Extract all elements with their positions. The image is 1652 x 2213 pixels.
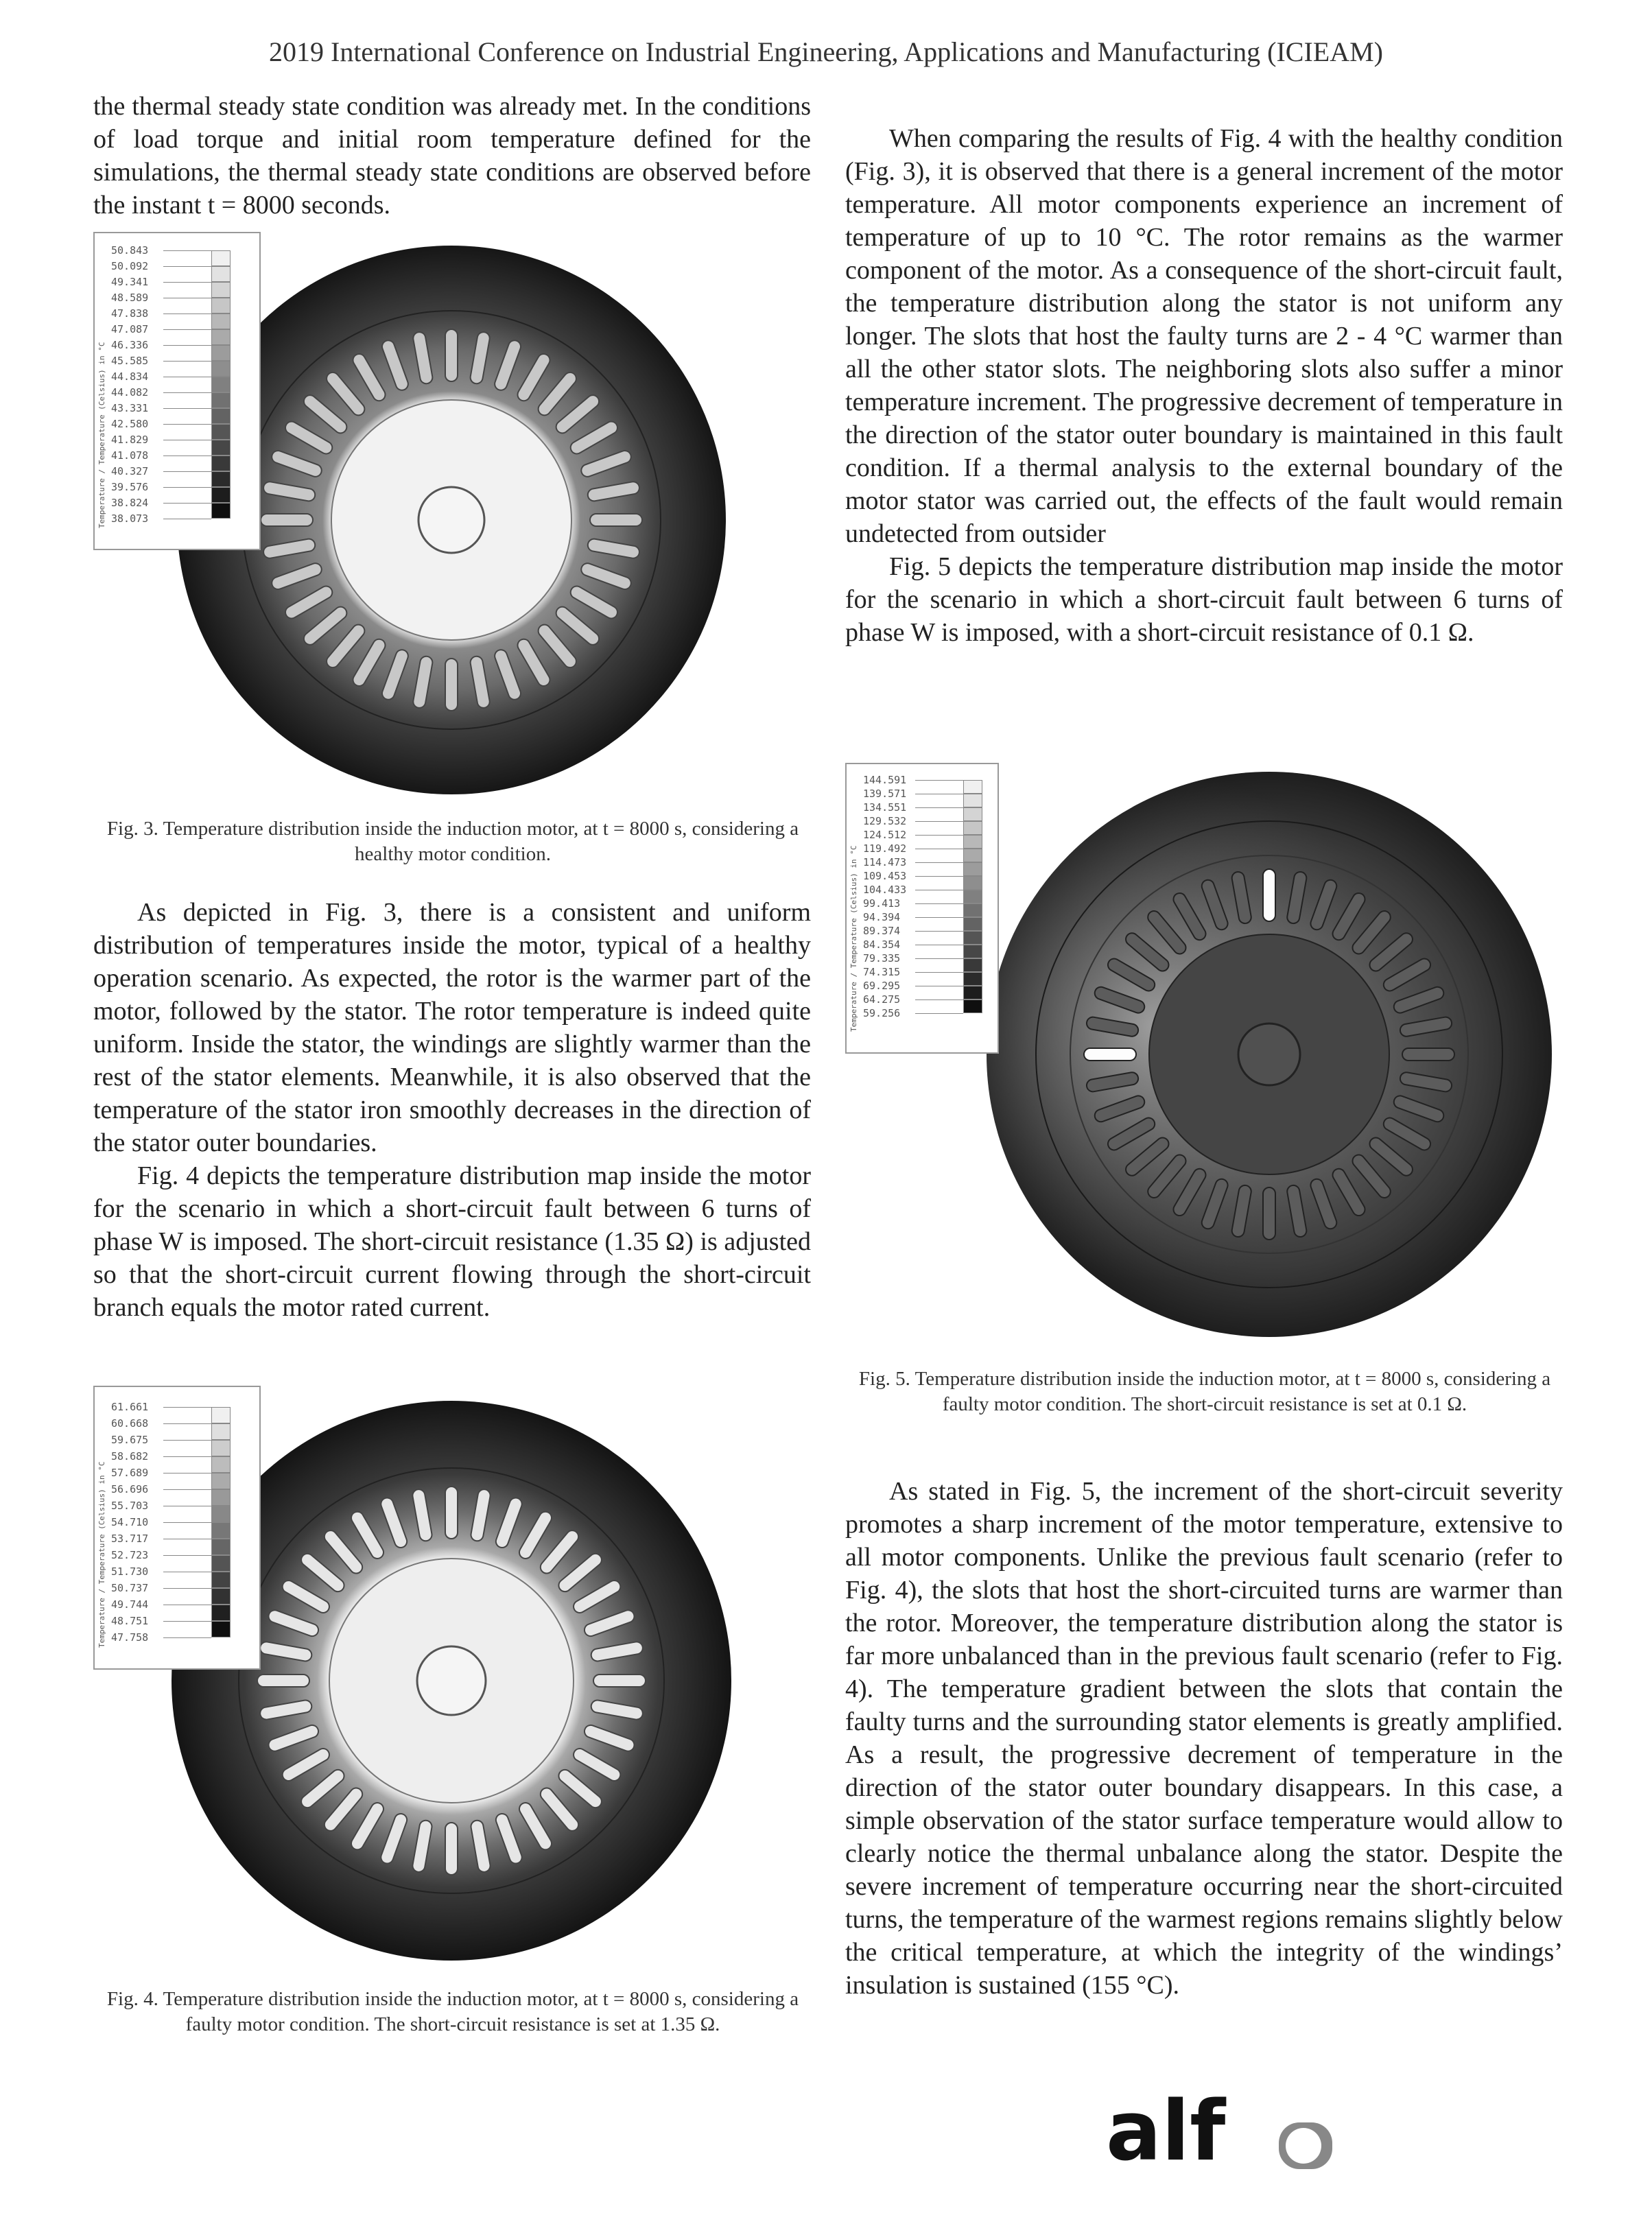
legend-value: 64.275 xyxy=(863,993,901,1006)
legend-title: Temperature / Temperature (Celsius) in °C xyxy=(849,845,858,1032)
paragraph: As depicted in Fig. 3, there is a consistent and uniform distribution of temperatures inside the motor, typical of a healthy operation scenario. As expected, the rotor is the warmer part of the motor, followed by the stator. The rotor temperature is indeed quite uniform. Inside the stator, the windings are slightly warmer than the rest of the stator elements. Meanwhile, it is also observed that the temperature of the stator iron smoothly decreases in the direction of the stator outer boundaries. xyxy=(93,898,811,1157)
legend-swatch xyxy=(211,1440,231,1456)
legend-tick xyxy=(163,1407,211,1408)
legend-value: 99.413 xyxy=(863,897,901,910)
fig4-legend xyxy=(93,1386,261,1670)
legend-swatch xyxy=(963,903,982,917)
legend-tick xyxy=(163,392,211,393)
legend-swatch xyxy=(963,807,982,821)
legend-swatch xyxy=(963,876,982,890)
legend-swatch xyxy=(211,313,231,329)
legend-value: 45.585 xyxy=(111,355,149,367)
legend-title: Temperature / Temperature (Celsius) in °C xyxy=(97,1461,106,1648)
legend-value: 47.758 xyxy=(111,1631,149,1644)
legend-value: 60.668 xyxy=(111,1417,149,1430)
alfa-logo-image xyxy=(1106,2091,1339,2173)
legend-value: 114.473 xyxy=(863,856,907,868)
legend-value: 57.689 xyxy=(111,1467,149,1479)
legend-value: 40.327 xyxy=(111,465,149,477)
legend-value: 144.591 xyxy=(863,774,907,786)
legend-tick xyxy=(163,471,211,472)
alfa-logo xyxy=(1106,2091,1339,2173)
legend-swatch xyxy=(963,999,982,1013)
legend-swatch xyxy=(963,972,982,986)
legend-value: 41.078 xyxy=(111,449,149,462)
legend-swatch xyxy=(211,1572,231,1588)
stator-slot xyxy=(445,659,458,711)
legend-swatch xyxy=(211,1588,231,1605)
left-col-para-fig3 xyxy=(93,896,811,1324)
legend-swatch xyxy=(211,345,231,361)
stator-slot xyxy=(1263,869,1275,921)
fig5-caption: Fig. 5. Temperature distribution inside the induction motor, at t = 8000 s, considering a faulty motor condition. The short-circuit resistance is set at 0.1 Ω. xyxy=(858,1368,1551,1415)
legend-swatch xyxy=(211,408,231,424)
legend-value: 47.087 xyxy=(111,323,149,335)
stator-slot xyxy=(257,1674,309,1687)
legend-swatch xyxy=(211,377,231,392)
legend-tick xyxy=(163,361,211,362)
legend-swatch xyxy=(211,1621,231,1637)
legend-value: 53.717 xyxy=(111,1532,149,1545)
legend-value: 61.661 xyxy=(111,1401,149,1413)
legend-tick xyxy=(915,958,963,959)
legend-tick xyxy=(163,329,211,330)
stator-slot xyxy=(590,514,642,526)
legend-value: 58.682 xyxy=(111,1450,149,1463)
legend-swatch xyxy=(963,862,982,876)
legend-swatch xyxy=(211,1407,231,1423)
legend-tick xyxy=(915,917,963,918)
legend-swatch xyxy=(211,471,231,487)
legend-tick xyxy=(163,250,211,251)
legend-swatch xyxy=(963,945,982,958)
legend-tick xyxy=(915,972,963,973)
legend-swatch xyxy=(211,1506,231,1522)
stator-slot xyxy=(1084,1048,1136,1061)
legend-tick xyxy=(163,345,211,346)
legend-value: 54.710 xyxy=(111,1516,149,1528)
legend-tick xyxy=(915,780,963,781)
legend-value: 44.834 xyxy=(111,370,149,383)
stator-slot xyxy=(1263,1187,1275,1240)
legend-tick xyxy=(163,1621,211,1622)
legend-swatch xyxy=(211,250,231,266)
paragraph: As stated in Fig. 5, the increment of the short-circuit severity promotes a sharp increment of the motor temperature, extensive to all motor components. Unlike the previous fault scenario (refer to Fig. 4), the slots that host the short-circuited turns are warmer than the rotor. Moreover, the temperature distribution along the stator is far more unbalanced than in the previous fault scenario (refer to Fig. 4). The temperature gradient between the slots that contain the faulty turns and the surrounding stator elements is greatly amplified. As a result, the progressive decrement of temperature in the direction of the stator outer boundary disappears. In this case, a simple observation of the stator surface temperature would allow to clearly notice the thermal unbalance along the stator. Despite the severe increment of temperature occurring near the short-circuited turns, the temperature of the warmest regions remains slightly below the critical temperature, at which the integrity of the windings’ insulation is sustained (155 °C). xyxy=(845,1477,1563,2000)
legend-swatch xyxy=(211,455,231,471)
legend-swatch xyxy=(211,298,231,313)
stator-slot xyxy=(1402,1048,1454,1061)
right-col-upper xyxy=(845,122,1563,649)
legend-value: 50.092 xyxy=(111,260,149,272)
legend-value: 47.838 xyxy=(111,307,149,320)
legend-value: 129.532 xyxy=(863,815,907,827)
legend-title: Temperature / Temperature (Celsius) in °C xyxy=(97,342,106,528)
legend-tick xyxy=(163,1522,211,1523)
paragraph: Fig. 4 depicts the temperature distribution map inside the motor for the scenario in which a short-circuit fault between 6 turns of phase W is imposed. The short-circuit resistance (1.35 Ω) is adjusted so that the short-circuit current flowing through the short-circuit branch equals the motor rated current. xyxy=(93,1161,811,1322)
legend-value: 41.829 xyxy=(111,434,149,446)
stator-slot xyxy=(445,329,458,381)
legend-tick xyxy=(163,503,211,504)
legend-value: 38.824 xyxy=(111,497,149,509)
stator-slot xyxy=(261,514,313,526)
legend-tick xyxy=(163,1588,211,1589)
legend-swatch xyxy=(211,503,231,519)
legend-swatch xyxy=(963,958,982,972)
fig4-caption: Fig. 4. Temperature distribution inside the induction motor, at t = 8000 s, considering a faulty motor condition. The short-circuit resistance is set at 1.35 Ω. xyxy=(106,1988,799,2035)
legend-value: 139.571 xyxy=(863,788,907,800)
legend-tick xyxy=(163,282,211,283)
legend-swatch xyxy=(211,424,231,440)
legend-tick xyxy=(915,835,963,836)
legend-value: 84.354 xyxy=(863,938,901,951)
legend-tick xyxy=(915,931,963,932)
paragraph: Fig. 5 depicts the temperature distribution map inside the motor for the scenario in which a short-circuit fault between 6 turns of phase W is imposed, with a short-circuit resistance of 0.1 Ω. xyxy=(845,552,1563,647)
legend-tick xyxy=(163,1473,211,1474)
legend-tick xyxy=(915,821,963,822)
legend-swatch xyxy=(211,440,231,455)
legend-value: 59.675 xyxy=(111,1434,149,1446)
legend-swatch xyxy=(963,986,982,999)
legend-value: 55.703 xyxy=(111,1500,149,1512)
legend-value: 79.335 xyxy=(863,952,901,965)
right-col-lower xyxy=(845,1475,1563,2002)
legend-value: 94.394 xyxy=(863,911,901,923)
legend-swatch xyxy=(963,849,982,862)
legend-swatch xyxy=(211,1555,231,1572)
legend-value: 44.082 xyxy=(111,386,149,399)
stator-slot xyxy=(445,1823,458,1875)
legend-swatch xyxy=(211,266,231,282)
legend-swatch xyxy=(963,931,982,945)
legend-value: 43.331 xyxy=(111,402,149,414)
legend-tick xyxy=(163,424,211,425)
legend-tick xyxy=(915,876,963,877)
legend-swatch xyxy=(211,392,231,408)
legend-tick xyxy=(915,999,963,1000)
legend-tick xyxy=(163,1637,211,1638)
legend-value: 49.341 xyxy=(111,276,149,288)
legend-value: 69.295 xyxy=(863,980,901,992)
legend-value: 48.589 xyxy=(111,292,149,304)
legend-swatch xyxy=(963,794,982,807)
legend-value: 50.737 xyxy=(111,1582,149,1594)
legend-value: 89.374 xyxy=(863,925,901,937)
legend-value: 48.751 xyxy=(111,1615,149,1627)
legend-swatch xyxy=(963,835,982,849)
legend-tick xyxy=(915,807,963,808)
legend-value: 134.551 xyxy=(863,801,907,814)
legend-tick xyxy=(163,1423,211,1424)
legend-tick xyxy=(915,1013,963,1014)
stator-slot xyxy=(593,1674,646,1687)
fig3-caption: Fig. 3. Temperature distribution inside the induction motor, at t = 8000 s, considering a healthy motor condition. xyxy=(106,818,799,865)
figure-5 xyxy=(845,763,1563,1339)
legend-tick xyxy=(163,408,211,409)
conference-header: 2019 International Conference on Industrial Engineering, Applications and Manufacturing (ICIEAM) xyxy=(269,36,1383,67)
legend-swatch xyxy=(211,361,231,377)
legend-swatch xyxy=(211,1489,231,1506)
legend-value: 124.512 xyxy=(863,829,907,841)
legend-value: 42.580 xyxy=(111,418,149,430)
legend-value: 50.843 xyxy=(111,244,149,257)
fig5-legend xyxy=(845,763,999,1054)
legend-value: 74.315 xyxy=(863,966,901,978)
legend-value: 39.576 xyxy=(111,481,149,493)
paragraph: the thermal steady state condition was already met. In the conditions of load torque and initial room temperature defined for the simulations, the thermal steady state conditions are observed before the instant t = 8000 seconds. xyxy=(93,92,811,220)
legend-value: 38.073 xyxy=(111,512,149,525)
legend-tick xyxy=(163,1555,211,1556)
legend-swatch xyxy=(211,1423,231,1440)
legend-value: 109.453 xyxy=(863,870,907,882)
legend-swatch xyxy=(211,329,231,345)
legend-swatch xyxy=(211,1605,231,1621)
legend-swatch xyxy=(963,890,982,903)
legend-value: 46.336 xyxy=(111,339,149,351)
legend-tick xyxy=(163,1440,211,1441)
legend-tick xyxy=(163,1456,211,1457)
legend-swatch xyxy=(211,1473,231,1489)
figure-4 xyxy=(93,1386,811,1976)
legend-tick xyxy=(915,903,963,904)
paragraph: When comparing the results of Fig. 4 with the healthy condition (Fig. 3), it is observed that there is a general increment of the motor temperature. All motor components experience an increment of temperature of up to 10 °C. The rotor remains as the warmer component of the motor. As a consequence of the short-circuit fault, the temperature distribution along the stator is not uniform any longer. The slots that host the faulty turns are 2 - 4 °C warmer than all the other stator slots. The neighboring slots also suffer a minor temperature increment. The progressive decrement of temperature in the direction of the stator outer boundary is maintained in this fault condition. If a thermal analysis to the external boundary of the motor stator was carried out, the effects of the fault would remain undetected from outsider xyxy=(845,124,1563,548)
legend-swatch xyxy=(963,821,982,835)
figure-3 xyxy=(93,232,811,808)
legend-swatch xyxy=(211,1522,231,1539)
legend-swatch xyxy=(963,780,982,794)
legend-swatch xyxy=(963,917,982,931)
stator-slot xyxy=(445,1487,458,1539)
legend-value: 59.256 xyxy=(863,1007,901,1019)
legend-tick xyxy=(915,862,963,863)
legend-tick xyxy=(163,455,211,456)
legend-value: 51.730 xyxy=(111,1565,149,1578)
fig3-legend xyxy=(93,232,261,550)
legend-tick xyxy=(163,487,211,488)
legend-tick xyxy=(163,266,211,267)
legend-value: 49.744 xyxy=(111,1598,149,1611)
left-col-para-intro xyxy=(93,90,811,222)
legend-value: 56.696 xyxy=(111,1483,149,1495)
legend-swatch xyxy=(211,282,231,298)
legend-swatch xyxy=(211,1456,231,1473)
legend-tick xyxy=(163,1489,211,1490)
legend-tick xyxy=(163,313,211,314)
legend-value: 52.723 xyxy=(111,1549,149,1561)
legend-swatch xyxy=(211,487,231,503)
legend-value: 119.492 xyxy=(863,842,907,855)
svg-text:alf: alf xyxy=(1106,2091,1226,2173)
legend-value: 104.433 xyxy=(863,884,907,896)
legend-swatch xyxy=(211,1539,231,1555)
